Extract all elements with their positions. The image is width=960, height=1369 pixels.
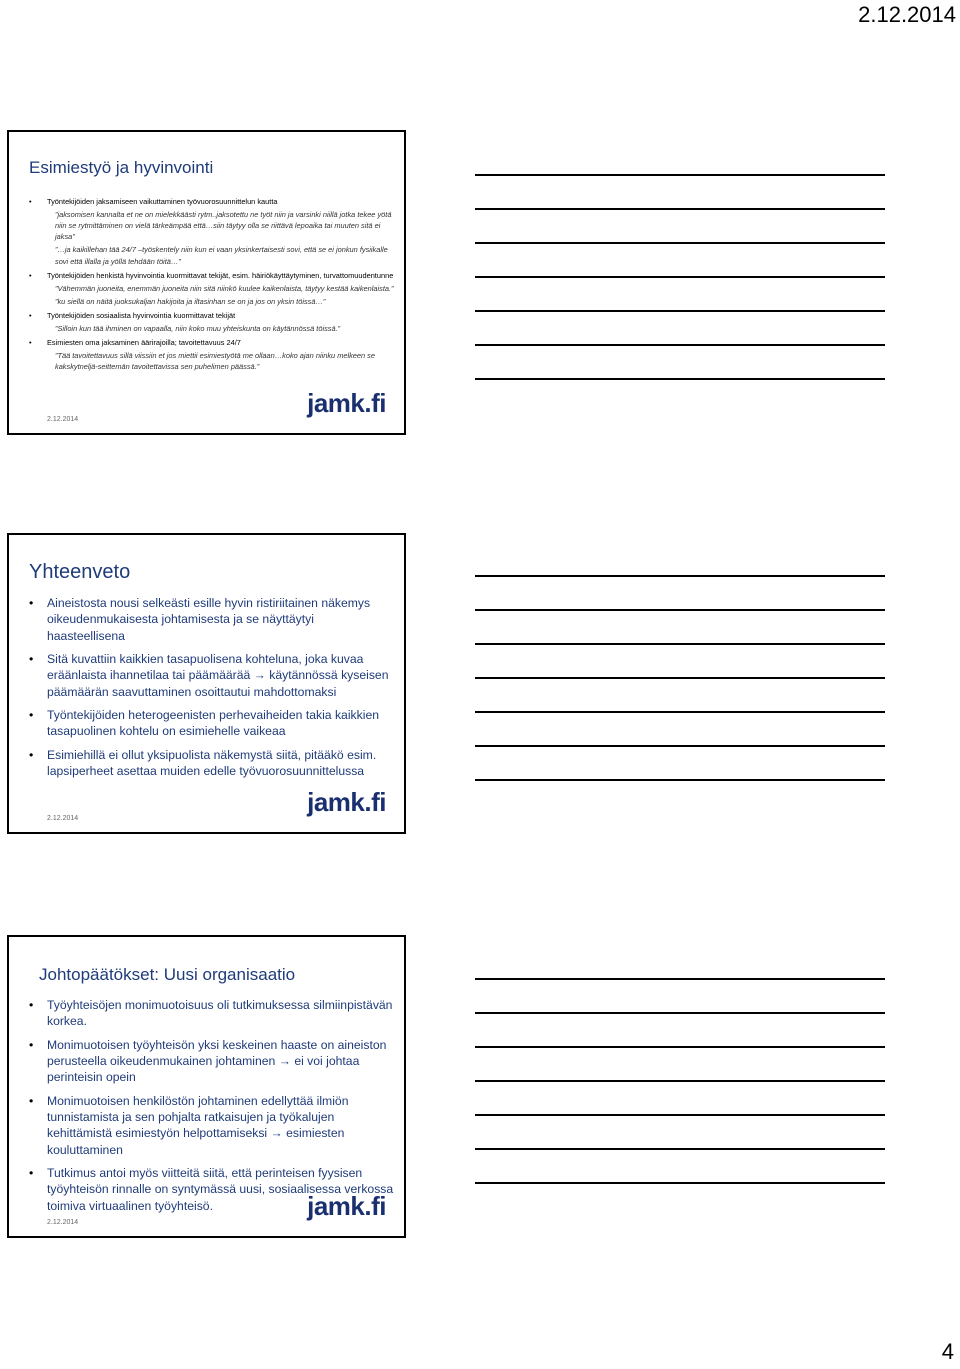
bullet-text: Aineistosta nousi selkeästi esille hyvin ristiriitainen näkemys oikeudenmukaisesta johtamisesta ja se näyttäytyi haasteellisena xyxy=(47,596,371,643)
list-item xyxy=(25,595,394,644)
note-line xyxy=(475,711,885,713)
note-line xyxy=(475,242,885,244)
quote-text: ”Vähemmän juoneita, enemmän juoneita niin sitä niinkö kuulee kaikenlaista, täytyy kestää kaikenlaista.” xyxy=(55,283,394,293)
list-item xyxy=(25,747,394,780)
list-item xyxy=(25,270,394,307)
notes-lines xyxy=(475,575,885,813)
note-line xyxy=(475,1080,885,1082)
bullet-list xyxy=(25,196,394,376)
quote-text: ”Tää tavoitettavuus sillä viissiin et jos miettii esimiestyötä me ollaan…koko ajan niinku melkeen se kakskytneljä-seittemän tavoitettavissa sen puhelimen päässä.” xyxy=(55,351,375,372)
notes-lines xyxy=(475,978,885,1216)
slide-title: Esimiestyö ja hyvinvointi xyxy=(29,158,214,177)
bullet-text: Työntekijöiden heterogeenisten perhevaiheiden takia kaikkien tasapuolinen kohtelu on esimiehelle vaikeaa xyxy=(47,708,379,739)
note-line xyxy=(475,1148,885,1150)
slide-date: 2.12.2014 xyxy=(47,815,79,822)
bullet-text: Monimuotoisen henkilöstön johtaminen edellyttää ilmiön tunnistamista ja sen pohjalta ratkaisujen ja työkalujen kehittämistä esimiestyön helpottamiseksi xyxy=(47,1093,349,1141)
note-line xyxy=(475,779,885,781)
bullet-list xyxy=(25,997,394,1221)
list-item xyxy=(25,1093,394,1158)
note-line xyxy=(475,609,885,611)
note-line xyxy=(475,208,885,210)
bullet-text: käytännössä kyseisen päämäärän saavuttaminen osoittautui mahdottomaksi xyxy=(47,668,389,699)
jamk-logo: jamk.fi xyxy=(307,388,386,418)
slide-esimiestyo xyxy=(7,130,406,435)
slide-date: 2.12.2014 xyxy=(47,1219,79,1226)
arrow-icon: → xyxy=(253,668,266,683)
slide-title: Yhteenveto xyxy=(29,561,131,583)
note-line xyxy=(475,1012,885,1014)
bullet-text: Tutkimus antoi myös viitteitä siitä, että perinteisen fyysisen työyhteisön rinnalle on syntymässä uusi, sosiaalisessa verkossa toimiva virtuaalinen työyhteisö. xyxy=(47,1166,394,1213)
list-item xyxy=(25,997,394,1030)
page-date: 2.12.2014 xyxy=(858,2,956,27)
bullet-text: Esimiesten oma jaksaminen äärirajoilla; tavoitettavuus 24/7 xyxy=(47,338,241,348)
note-line xyxy=(475,174,885,176)
quote-text: ”jaksomisen kannalta et ne on mielekkäästi rytm..jaksotettu ne työt niin ja varsinki niillä jotka tekee yötä niin se rytmittäminen on vielä tärkeämpää että…siin täytyy olla se riittävä lepoaika tai muuten sitä ei jaksa” xyxy=(55,210,392,242)
bullet-text: Esimiehillä ei ollut yksipuolista näkemystä siitä, pitääkö esim. lapsiperheet asettaa muiden edelle työvuorosuunnittelussa xyxy=(47,747,377,779)
note-line xyxy=(475,378,885,380)
jamk-logo: jamk.fi xyxy=(307,787,386,817)
slide-johtopaatokset xyxy=(7,935,406,1238)
bullet-text: Monimuotoisen työyhteisön yksi keskeinen haaste on aineiston perusteella oikeudenmukainen johtaminen xyxy=(47,1037,387,1069)
slide-yhteenveto xyxy=(7,533,406,834)
list-item xyxy=(25,651,394,700)
quote-text: ”ku siellä on näitä juoksukaljan hakijoita ja iltasinhan se on ja jos on yksin töissä…” xyxy=(55,296,326,306)
note-line xyxy=(475,643,885,645)
bullet-text: Työntekijöiden jaksamiseen vaikuttaminen työvuorosuunnittelun kautta xyxy=(47,197,278,206)
note-line xyxy=(475,1046,885,1048)
bullet-text: Työntekijöiden sosiaalista hyvinvointia kuormittavat tekijät xyxy=(47,310,236,320)
list-item xyxy=(25,707,394,740)
list-item xyxy=(25,196,394,267)
slide-date: 2.12.2014 xyxy=(47,416,79,423)
note-line xyxy=(475,575,885,577)
jamk-logo: jamk.fi xyxy=(307,1191,386,1221)
list-item xyxy=(25,1037,394,1086)
arrow-icon: → xyxy=(270,1126,283,1141)
note-line xyxy=(475,1114,885,1116)
bullet-text: Sitä kuvattiin kaikkien tasapuolisena kohteluna, joka kuvaa eräänlaista ihannetilaa tai päämäärää xyxy=(47,652,364,683)
note-line xyxy=(475,310,885,312)
note-line xyxy=(475,344,885,346)
quote-text: ”Silloin kun tää ihminen on vapaalla, niin koko muu yhteiskunta on käytännössä töissä.” xyxy=(55,324,341,334)
bullet-text: Työyhteisöjen monimuotoisuus oli tutkimuksessa silmiinpistävän korkea. xyxy=(47,998,393,1029)
note-line xyxy=(475,276,885,278)
note-line xyxy=(475,978,885,980)
bullet-text: Työntekijöiden henkistä hyvinvointia kuormittavat tekijät, esim. häiriökäyttäytyminen, turvattomuudentunne xyxy=(47,270,394,280)
slide-title: Johtopäätökset: Uusi organisaatio xyxy=(39,965,296,984)
bullet-text: esimiesten kouluttaminen xyxy=(47,1126,345,1157)
notes-lines xyxy=(475,174,885,412)
list-item xyxy=(25,310,394,334)
arrow-icon: → xyxy=(278,1054,291,1069)
bullet-list xyxy=(25,595,394,786)
quote-text: ”…ja kaikillehan tää 24/7 –työskentely niin kun ei vaan yksinkertaisesti sovi, että se ei jonkun fysiikalle sovi että illalla ja yöllä tehdään töitä…” xyxy=(55,245,388,266)
note-line xyxy=(475,677,885,679)
note-line xyxy=(475,1182,885,1184)
page-number: 4 xyxy=(941,1339,954,1364)
note-line xyxy=(475,745,885,747)
bullet-text: ei voi johtaa perinteisin opein xyxy=(47,1054,360,1085)
list-item xyxy=(25,337,394,372)
